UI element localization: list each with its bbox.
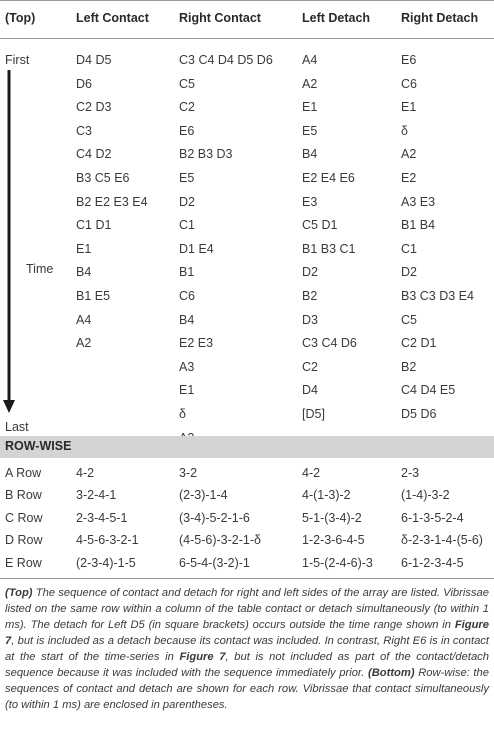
cell-right-detach: D2 [401,265,417,280]
cell-right-detach: C5 [401,312,417,327]
row-sequence-rd: (1-4)-3-2 [401,488,450,503]
cell-left-contact: C4 D2 [76,147,112,162]
cell-right-detach: C1 [401,241,417,256]
caption-text-1: The sequence of contact and detach for right and left sides of the array are listed. Vibrissae listed on the same row within a column of the table contact or detach simultaneously (to within 1 ms). The detach for Left D5 (in square brackets) occurs outside the time range shown in [5,587,489,631]
row-label: D Row [5,533,43,548]
cell-left-contact: A4 [76,312,92,327]
caption-figure-ref-1: Figure 7 [5,619,489,647]
header-right-detach: Right Detach [401,11,479,25]
cell-left-detach: C3 C4 D6 [302,336,357,351]
cell-left-contact: D4 D5 [76,53,112,67]
header-right-contact: Right Contact [179,11,261,25]
cell-left-contact: B1 E5 [76,289,111,303]
cell-right-contact: C3 C4 D4 D5 D6 [179,53,273,67]
cell-right-contact: B4 [179,312,195,327]
cell-right-detach: δ [401,123,408,138]
header-rule [0,38,494,39]
cell-left-detach: D2 [302,265,318,280]
cell-right-detach: B2 [401,359,417,374]
cell-left-detach: B2 [302,289,318,303]
cell-left-detach: B1 B3 C1 [302,241,356,256]
cell-right-contact: C1 [179,218,195,233]
cell-left-detach: E1 [302,100,318,115]
cell-right-contact: E6 [179,123,195,138]
row-sequence-lc: (2-3-4)-1-5 [76,555,136,570]
cell-left-contact: B2 E2 E3 E4 [76,194,148,209]
row-label: B Row [5,488,42,503]
cell-left-detach: B4 [302,147,318,162]
cell-left-contact: B4 [76,265,92,280]
cell-right-detach: C6 [401,76,417,91]
cell-left-contact: E1 [76,241,92,256]
row-sequence-rc: (2-3)-1-4 [179,488,228,503]
time-last-label: Last [5,420,29,434]
cell-left-contact: B3 C5 E6 [76,171,130,185]
cell-right-detach: E1 [401,100,417,115]
row-sequence-rc: 3-2 [179,466,198,480]
cell-right-contact: B1 [179,265,195,280]
caption-figure-ref-2: Figure 7 [179,651,226,663]
row-sequence-rd: 2-3 [401,466,420,480]
row-sequence-ld: 1-5-(2-4-6)-3 [302,555,373,570]
bottom-rule [0,578,494,579]
table-caption [5,585,489,713]
cell-left-detach: E5 [302,123,318,138]
row-wise-section-bar [0,436,494,458]
caption-text-4: Row-wise: the sequences of contact and detach are shown for each row. Vibrissae that contact simultaneously (to within 1 ms) are enclosed in parentheses. [5,667,489,711]
cell-left-contact: D6 [76,76,92,91]
cell-right-contact: A3 [179,359,195,374]
cell-left-contact: A2 [76,336,92,351]
row-sequence-lc: 2-3-4-5-1 [76,510,128,525]
time-label: Time [26,262,54,276]
row-label: A Row [5,466,42,480]
row-label: E Row [5,555,42,570]
cell-right-contact: E5 [179,171,195,185]
cell-right-detach: D5 D6 [401,407,437,421]
caption-bottom-label: (Bottom) [367,667,415,679]
cell-right-detach: B1 B4 [401,218,436,233]
cell-right-detach: E6 [401,53,417,67]
cell-right-contact: C2 [179,100,195,115]
row-sequence-lc: 4-2 [76,466,95,480]
cell-right-contact: C5 [179,76,195,91]
cell-right-detach: A2 [401,147,417,162]
top-rule [0,0,494,1]
cell-left-detach: D3 [302,312,318,327]
cell-left-detach: D4 [302,383,318,398]
cell-left-detach: A4 [302,53,318,67]
cell-left-contact: C3 [76,123,92,138]
row-sequence-rc: 6-5-4-(3-2)-1 [179,555,250,570]
cell-left-detach: C2 [302,359,318,374]
cell-left-detach: E2 E4 E6 [302,171,355,185]
header-left-contact: Left Contact [76,11,149,25]
cell-left-contact: C1 D1 [76,218,112,233]
section-title: ROW-WISE [5,439,72,453]
row-sequence-rd: δ-2-3-1-4-(5-6) [401,533,483,548]
cell-right-detach: E2 [401,171,417,185]
cell-right-contact: C6 [179,289,195,303]
row-sequence-rc: (3-4)-5-2-1-6 [179,510,250,525]
row-sequence-rd: 6-1-2-3-4-5 [401,555,464,570]
cell-right-detach: A3 E3 [401,194,436,209]
cell-right-contact: B2 B3 D3 [179,147,233,162]
caption-text-2: , but is included as a detach because its contact was included. In contrast, Right E6 is in contact at the start of the time-series in [5,635,489,663]
row-sequence-rd: 6-1-3-5-2-4 [401,510,464,525]
row-sequence-ld: 4-(1-3)-2 [302,488,351,503]
cell-right-detach: C2 D1 [401,336,437,351]
header-left-detach: Left Detach [302,11,371,25]
cell-right-contact: δ [179,407,186,421]
row-sequence-ld: 4-2 [302,466,321,480]
caption-text-3: , but is not included as part of the contact/detach sequence because it was included with the sequence immediately prior. [5,651,489,679]
cell-left-detach: [D5] [302,407,325,421]
row-label: C Row [5,510,43,525]
cell-left-detach: C5 D1 [302,218,338,233]
row-sequence-rc: (4-5-6)-3-2-1-δ [179,533,261,548]
row-sequence-lc: 4-5-6-3-2-1 [76,533,139,548]
cell-right-detach: B3 C3 D3 E4 [401,289,474,303]
header-top-label: (Top) [5,11,36,25]
cell-right-detach: C4 D4 E5 [401,383,456,398]
cell-right-contact: D1 E4 [179,241,214,256]
time-first-label: First [5,53,30,67]
cell-left-detach: E3 [302,194,318,209]
row-sequence-lc: 3-2-4-1 [76,488,117,503]
row-sequence-ld: 1-2-3-6-4-5 [302,533,365,548]
cell-left-detach: A2 [302,76,318,91]
cell-right-contact: E2 E3 [179,336,214,351]
cell-left-contact: C2 D3 [76,100,112,115]
cell-right-contact: E1 [179,383,195,398]
row-sequence-ld: 5-1-(3-4)-2 [302,510,362,525]
cell-right-contact: D2 [179,194,195,209]
caption-top-label: (Top) [5,587,33,599]
